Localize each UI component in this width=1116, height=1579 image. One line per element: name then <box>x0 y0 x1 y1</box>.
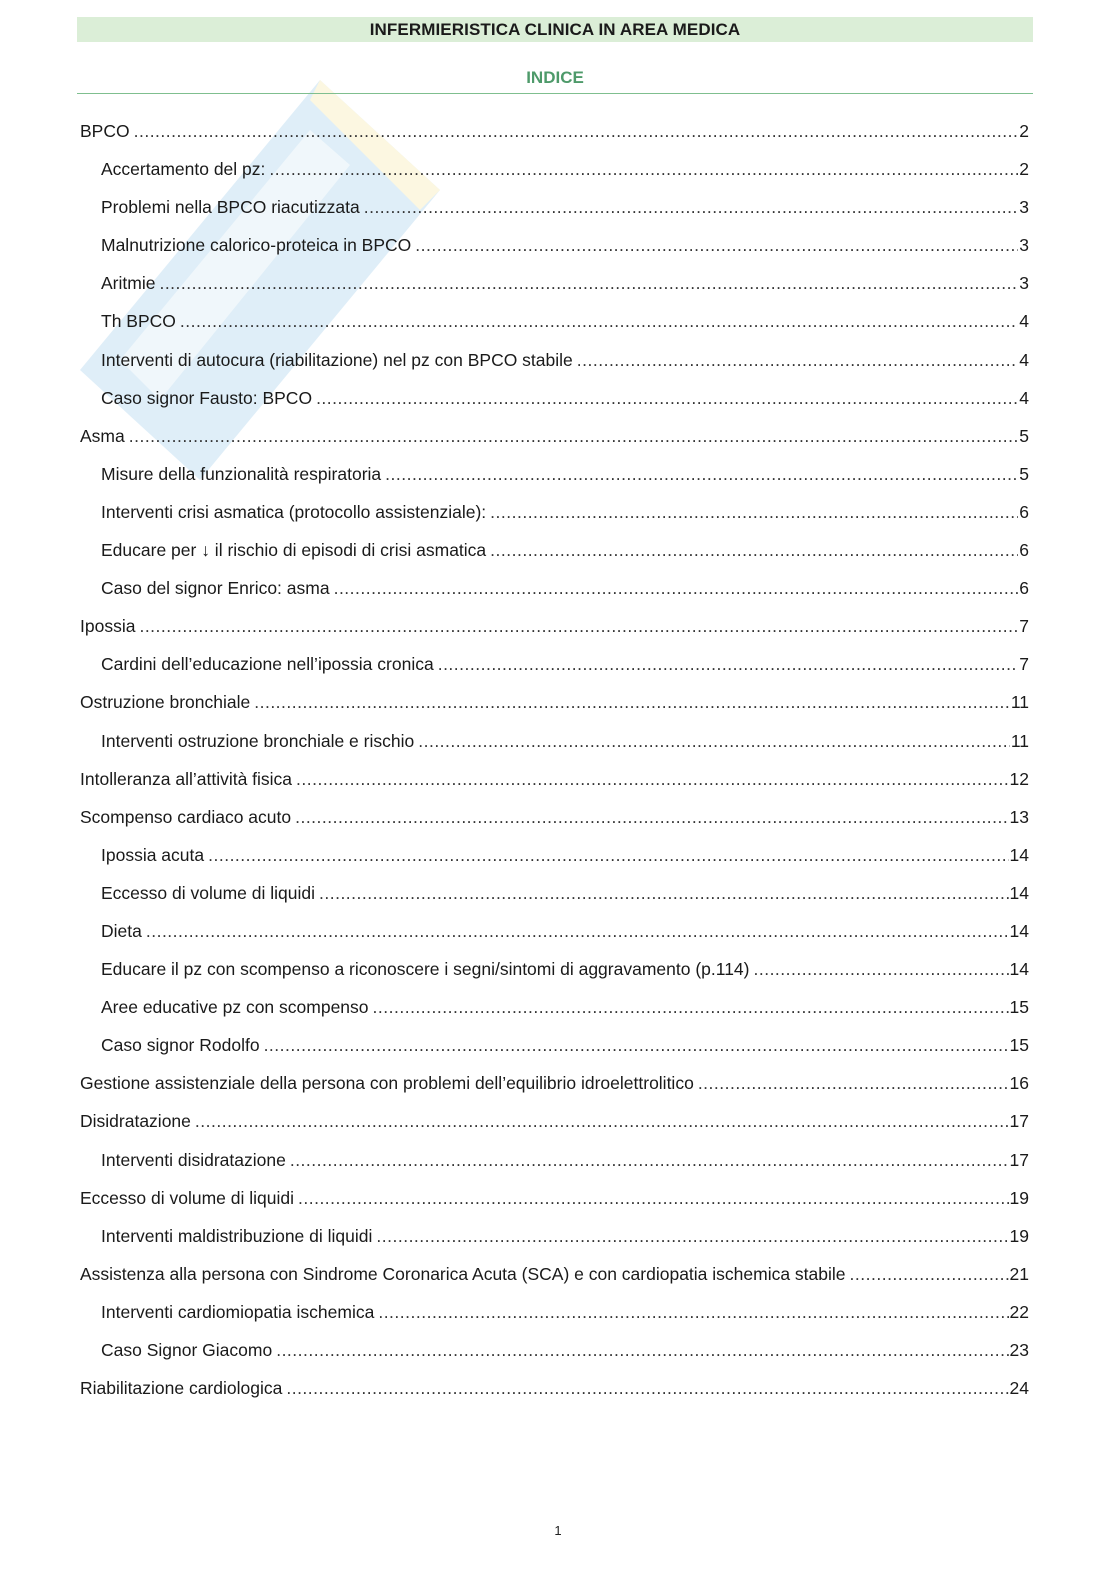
dot-leader <box>376 1221 1008 1251</box>
page-number: 1 <box>554 1523 562 1538</box>
toc-entry-label: Asma <box>80 425 125 446</box>
toc-entry-page: 3 <box>1019 197 1029 218</box>
toc-entry-page: 7 <box>1019 616 1029 637</box>
toc-entry-page: 19 <box>1009 1187 1029 1208</box>
toc-entry-page: 6 <box>1019 501 1029 522</box>
toc-entry-label: Caso del signor Enrico: asma <box>101 578 330 599</box>
toc-entry-page: 4 <box>1019 311 1029 332</box>
toc-entry-page: 4 <box>1019 349 1029 370</box>
toc-entry-label: Accertamento del pz: <box>101 159 266 180</box>
toc-entry-label: Eccesso di volume di liquidi <box>101 882 315 903</box>
toc-entry-label: Gestione assistenziale della persona con problemi dell’equilibrio idroelettrolitico <box>80 1073 694 1094</box>
dot-leader <box>290 1145 1009 1175</box>
toc-subentry[interactable] <box>80 459 1029 497</box>
toc-entry-label: Aritmie <box>101 273 156 294</box>
document-title: INFERMIERISTICA CLINICA IN AREA MEDICA <box>77 17 1033 42</box>
toc-entry-page: 15 <box>1009 997 1029 1018</box>
dot-leader <box>319 878 1009 908</box>
toc-entry-label: Disidratazione <box>80 1111 191 1132</box>
dot-leader <box>490 535 1018 565</box>
toc-entry[interactable] <box>80 421 1029 459</box>
toc-entry-label: Educare il pz con scompenso a riconoscere i segni/sintomi di aggravamento (p.114) <box>101 959 750 980</box>
toc-entry-label: Caso signor Rodolfo <box>101 1035 260 1056</box>
toc-entry-label: Th BPCO <box>101 311 176 332</box>
toc-entry-label: Eccesso di volume di liquidi <box>80 1187 294 1208</box>
dot-leader <box>373 992 1009 1022</box>
dot-leader <box>577 345 1019 375</box>
toc-entry[interactable] <box>80 1183 1029 1221</box>
dot-leader <box>139 611 1018 641</box>
dot-leader <box>295 802 1008 832</box>
dot-leader <box>134 116 1019 146</box>
toc-entry-page: 11 <box>1010 692 1029 713</box>
dot-leader <box>378 1297 1008 1327</box>
toc-subentry[interactable] <box>80 268 1029 306</box>
toc-entry-page: 5 <box>1019 425 1029 446</box>
toc-entry-page: 14 <box>1009 959 1029 980</box>
dot-leader <box>129 421 1019 451</box>
toc-entry-page: 3 <box>1019 235 1029 256</box>
dot-leader <box>753 954 1008 984</box>
toc-entry-page: 13 <box>1009 806 1029 827</box>
dot-leader <box>146 916 1009 946</box>
dot-leader <box>698 1068 1009 1098</box>
toc-subentry[interactable] <box>80 992 1029 1030</box>
toc-entry-label: Interventi disidratazione <box>101 1149 286 1170</box>
toc-entry-label: Problemi nella BPCO riacutizzata <box>101 197 360 218</box>
toc-entry-page: 24 <box>1009 1378 1029 1399</box>
toc-entry-label: Interventi maldistribuzione di liquidi <box>101 1225 373 1246</box>
toc-subentry[interactable] <box>80 1335 1029 1373</box>
toc-entry-label: Dieta <box>101 920 142 941</box>
toc-subentry[interactable] <box>80 649 1029 687</box>
toc-subentry[interactable] <box>80 1145 1029 1183</box>
toc-subentry[interactable] <box>80 726 1029 764</box>
dot-leader <box>418 726 1010 756</box>
index-heading: INDICE <box>526 68 584 87</box>
toc-subentry[interactable] <box>80 192 1029 230</box>
dot-leader <box>180 306 1018 336</box>
toc-entry[interactable] <box>80 1259 1029 1297</box>
dot-leader <box>438 649 1019 679</box>
toc-subentry[interactable] <box>80 1030 1029 1068</box>
dot-leader <box>276 1335 1008 1365</box>
toc-entry-label: Educare per ↓ il rischio di episodi di crisi asmatica <box>101 540 487 561</box>
toc-entry-label: Assistenza alla persona con Sindrome Coronarica Acuta (SCA) e con cardiopatia ischemica stabile <box>80 1263 846 1284</box>
toc-entry[interactable] <box>80 116 1029 154</box>
table-of-contents <box>80 116 1029 1411</box>
toc-entry-page: 6 <box>1019 540 1029 561</box>
toc-entry-page: 5 <box>1019 463 1029 484</box>
toc-entry-page: 23 <box>1009 1340 1029 1360</box>
toc-entry-label: Malnutrizione calorico-proteica in BPCO <box>101 235 412 256</box>
toc-subentry[interactable] <box>80 573 1029 611</box>
toc-subentry[interactable] <box>80 916 1029 954</box>
toc-entry-page: 11 <box>1010 730 1029 751</box>
toc-entry-label: Caso signor Fausto: BPCO <box>101 387 313 408</box>
dot-leader <box>385 459 1018 489</box>
toc-subentry[interactable] <box>80 1297 1029 1335</box>
toc-entry-page: 15 <box>1009 1035 1029 1056</box>
dot-leader <box>195 1106 1009 1136</box>
toc-entry-label: Cardini dell’educazione nell’ipossia cronica <box>101 654 434 675</box>
toc-entry-label: Ipossia acuta <box>101 844 205 865</box>
toc-entry-label: Misure della funzionalità respiratoria <box>101 463 382 484</box>
heading-divider <box>77 93 1033 94</box>
toc-entry-label: Ostruzione bronchiale <box>80 692 251 713</box>
toc-subentry[interactable] <box>80 230 1029 268</box>
toc-entry[interactable] <box>80 1373 1029 1411</box>
toc-entry-page: 14 <box>1009 882 1029 903</box>
toc-entry-label: Aree educative pz con scompenso <box>101 997 369 1018</box>
dot-leader <box>298 1183 1009 1213</box>
toc-entry-page: 14 <box>1009 844 1029 865</box>
toc-entry[interactable] <box>80 687 1029 725</box>
dot-leader <box>364 192 1019 222</box>
toc-subentry[interactable] <box>80 154 1029 192</box>
toc-entry-page: 14 <box>1009 920 1029 941</box>
toc-entry-page: 21 <box>1009 1263 1029 1284</box>
toc-entry-label: Intolleranza all’attività fisica <box>80 768 293 789</box>
toc-subentry[interactable] <box>80 954 1029 992</box>
toc-entry-label: Interventi ostruzione bronchiale e rischio <box>101 730 415 751</box>
toc-entry-label: Scompenso cardiaco acuto <box>80 806 292 827</box>
toc-entry-label: Riabilitazione cardiologica <box>80 1378 283 1399</box>
toc-entry-page: 4 <box>1019 387 1029 408</box>
toc-entry-page: 2 <box>1019 159 1029 180</box>
toc-subentry[interactable] <box>80 840 1029 878</box>
toc-entry-page: 6 <box>1019 578 1029 599</box>
toc-entry-label: Interventi crisi asmatica (protocollo assistenziale): <box>101 501 487 522</box>
toc-entry-page: 2 <box>1019 121 1029 141</box>
toc-subentry[interactable] <box>80 306 1029 344</box>
toc-entry-page: 22 <box>1009 1301 1029 1322</box>
toc-entry-label: Ipossia <box>80 616 136 637</box>
toc-subentry[interactable] <box>80 1221 1029 1259</box>
toc-entry[interactable] <box>80 1106 1029 1144</box>
dot-leader <box>334 573 1019 603</box>
toc-entry[interactable] <box>80 802 1029 840</box>
toc-entry-page: 12 <box>1009 768 1029 789</box>
dot-leader <box>415 230 1018 260</box>
dot-leader <box>254 687 1010 717</box>
toc-entry-page: 19 <box>1009 1225 1029 1246</box>
dot-leader <box>850 1259 1009 1289</box>
dot-leader <box>296 764 1008 794</box>
toc-entry-page: 3 <box>1019 273 1029 294</box>
toc-subentry[interactable] <box>80 383 1029 421</box>
toc-entry[interactable] <box>80 611 1029 649</box>
toc-entry-page: 17 <box>1009 1149 1029 1170</box>
toc-entry-page: 17 <box>1009 1111 1029 1132</box>
dot-leader <box>286 1373 1008 1403</box>
toc-entry-page: 7 <box>1019 654 1029 675</box>
toc-entry[interactable] <box>80 764 1029 802</box>
toc-entry-label: Caso Signor Giacomo <box>101 1340 273 1360</box>
toc-entry-page: 16 <box>1009 1073 1029 1094</box>
dot-leader <box>490 497 1018 527</box>
toc-subentry[interactable] <box>80 497 1029 535</box>
toc-entry-label: BPCO <box>80 121 130 141</box>
toc-subentry[interactable] <box>80 535 1029 573</box>
dot-leader <box>159 268 1018 298</box>
toc-subentry[interactable] <box>80 345 1029 383</box>
dot-leader <box>208 840 1008 870</box>
toc-entry[interactable] <box>80 1068 1029 1106</box>
toc-entry-label: Interventi di autocura (riabilitazione) nel pz con BPCO stabile <box>101 349 573 370</box>
toc-subentry[interactable] <box>80 878 1029 916</box>
dot-leader <box>269 154 1018 184</box>
toc-entry-label: Interventi cardiomiopatia ischemica <box>101 1301 375 1322</box>
dot-leader <box>316 383 1018 413</box>
dot-leader <box>264 1030 1009 1060</box>
